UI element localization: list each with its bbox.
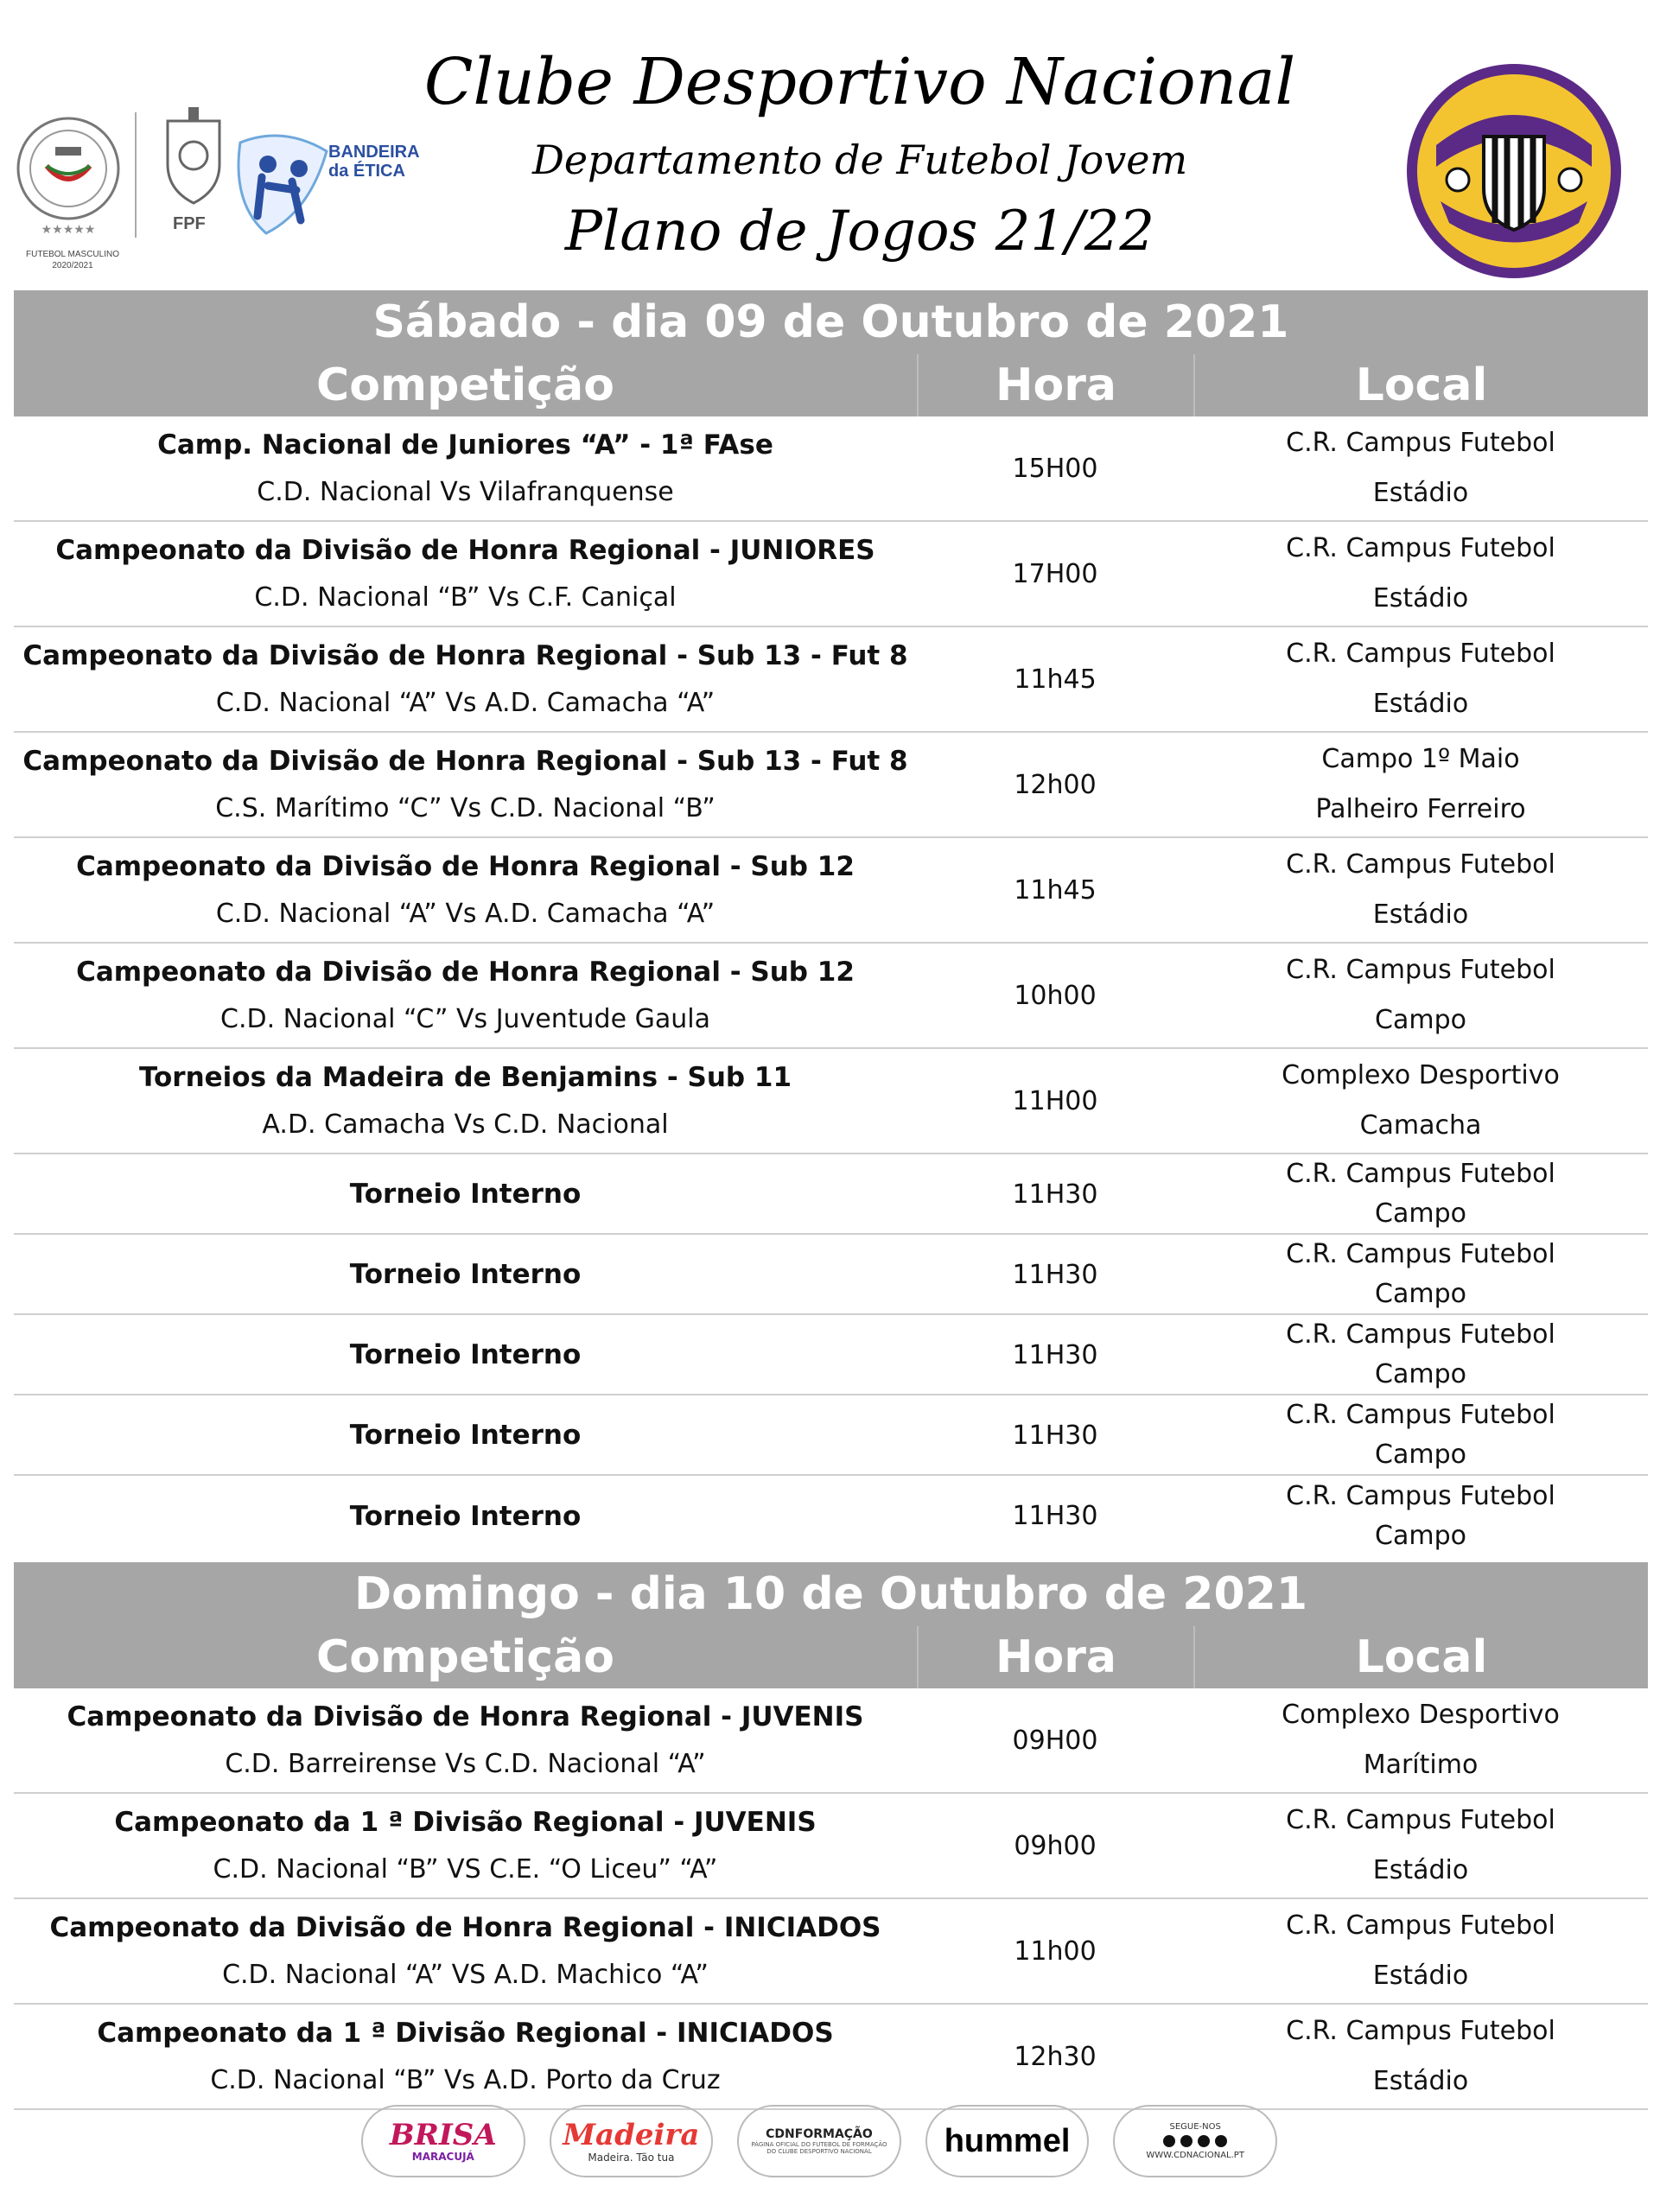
- table-row: [14, 1688, 1648, 1794]
- column-header-competicao: Competição: [316, 359, 614, 411]
- document-title-block: [398, 35, 1322, 273]
- venue-detail: Palheiro Ferreiro: [1315, 794, 1526, 824]
- sponsor-madeira-logo: Madeira Madeira. Tão tua: [550, 2105, 714, 2177]
- competition-name: Campeonato da Divisão de Honra Regional - JUNIORES: [55, 535, 875, 566]
- column-headers: [14, 354, 1648, 416]
- table-row: [14, 1476, 1648, 1556]
- social-follow-badge: SEGUE-NOS WWW.CDNACIONAL.PT: [1113, 2105, 1277, 2177]
- match-time: 11H30: [1012, 1501, 1098, 1531]
- match-time: 11H30: [1012, 1420, 1098, 1451]
- sponsor-cdn-formacao-logo: CDNFORMAÇÃO PÁGINA OFICIAL DO FUTEBOL DE FORMAÇÃO DO CLUBE DESPORTIVO NACIONAL: [737, 2105, 901, 2177]
- table-row: [14, 944, 1648, 1049]
- venue-name: Complexo Desportivo: [1282, 1700, 1560, 1730]
- table-row: [14, 733, 1648, 838]
- match-time: 11h45: [1014, 664, 1097, 695]
- competition-name: Campeonato da Divisão de Honra Regional - JUVENIS: [67, 1701, 864, 1732]
- venue-name: Complexo Desportivo: [1282, 1060, 1560, 1090]
- bandeira-etica-label: BANDEIRA da ÉTICA: [328, 143, 420, 181]
- column-header-competicao: Competição: [316, 1631, 614, 1683]
- match-time: 11h45: [1014, 874, 1097, 906]
- venue-name: C.R. Campus Futebol: [1286, 2016, 1555, 2046]
- venue-detail: Campo: [1375, 1279, 1466, 1309]
- venue-name: C.R. Campus Futebol: [1286, 1239, 1555, 1269]
- competition-name: Campeonato da 1 ª Divisão Regional - INICIADOS: [97, 2018, 834, 2049]
- match-time: 11H00: [1012, 1085, 1098, 1116]
- venue-detail: Campo: [1375, 1359, 1466, 1389]
- match-time: 09h00: [1014, 1830, 1097, 1861]
- match-teams: C.D. Barreirense Vs C.D. Nacional “A”: [225, 1749, 706, 1779]
- day-heading: Domingo - dia 10 de Outubro de 2021: [14, 1562, 1648, 1626]
- header-logos: [12, 104, 245, 285]
- table-row: [14, 1395, 1648, 1476]
- youtube-icon: [1198, 2135, 1210, 2147]
- column-header-local: Local: [1193, 1626, 1648, 1688]
- match-time: 12h30: [1014, 2041, 1097, 2072]
- match-time: 11H30: [1012, 1259, 1098, 1290]
- competition-name: Torneio Interno: [349, 1259, 582, 1290]
- venue-name: C.R. Campus Futebol: [1286, 1400, 1555, 1430]
- match-time: 15H00: [1012, 453, 1098, 484]
- sunday-schedule: [14, 1562, 1648, 2110]
- department-subtitle: Departamento de Futebol Jovem: [531, 137, 1188, 183]
- venue-detail: Estádio: [1372, 1961, 1469, 1991]
- venue-detail: Campo: [1375, 1005, 1466, 1035]
- sponsor-brisa-logo: BRISA MARACUJÁ: [361, 2105, 525, 2177]
- table-row: [14, 1235, 1648, 1315]
- venue-detail: Campo: [1375, 1520, 1466, 1551]
- saturday-schedule: [14, 290, 1648, 1556]
- competition-name: Campeonato da Divisão de Honra Regional - INICIADOS: [49, 1912, 881, 1943]
- plan-subtitle: Plano de Jogos 21/22: [564, 200, 1155, 264]
- venue-name: C.R. Campus Futebol: [1286, 1805, 1555, 1835]
- match-teams: A.D. Camacha Vs C.D. Nacional: [262, 1109, 669, 1140]
- competition-name: Torneios da Madeira de Benjamins - Sub 11: [138, 1062, 792, 1093]
- table-row: [14, 1154, 1648, 1235]
- column-headers: [14, 1626, 1648, 1688]
- competition-name: Campeonato da Divisão de Honra Regional - Sub 13 - Fut 8: [22, 746, 908, 777]
- match-teams: C.D. Nacional “A” Vs A.D. Camacha “A”: [215, 688, 716, 718]
- competition-name: Campeonato da Divisão de Honra Regional - Sub 13 - Fut 8: [22, 640, 908, 671]
- venue-detail: Estádio: [1372, 478, 1469, 508]
- facebook-icon: [1163, 2135, 1175, 2147]
- match-time: 11h00: [1014, 1936, 1097, 1967]
- svg-text:★★★★★: ★★★★★: [41, 223, 96, 237]
- venue-detail: Campo: [1375, 1440, 1466, 1470]
- venue-detail: Campo: [1375, 1198, 1466, 1229]
- venue-name: C.R. Campus Futebol: [1286, 1910, 1555, 1941]
- match-time: 11H30: [1012, 1339, 1098, 1370]
- twitter-icon: [1215, 2135, 1227, 2147]
- match-time: 09H00: [1012, 1725, 1098, 1756]
- match-teams: C.D. Nacional Vs Vilafranquense: [257, 477, 674, 507]
- column-header-local: Local: [1193, 354, 1648, 416]
- venue-detail: Estádio: [1372, 899, 1469, 930]
- match-time: 17H00: [1012, 558, 1098, 589]
- match-teams: C.D. Nacional “A” VS A.D. Machico “A”: [222, 1960, 709, 1990]
- column-header-hora: Hora: [917, 354, 1193, 416]
- match-teams: C.D. Nacional “A” Vs A.D. Camacha “A”: [215, 899, 716, 929]
- venue-detail: Estádio: [1372, 2066, 1469, 2096]
- match-teams: C.D. Nacional “C” Vs Juventude Gaula: [220, 1004, 710, 1034]
- match-time: 10h00: [1014, 980, 1097, 1011]
- venue-name: C.R. Campus Futebol: [1286, 955, 1555, 985]
- match-time: 12h00: [1014, 769, 1097, 800]
- venue-detail: Camacha: [1359, 1110, 1482, 1141]
- match-teams: C.S. Marítimo “C” Vs C.D. Nacional “B”: [215, 793, 716, 823]
- venue-detail: Estádio: [1372, 583, 1469, 613]
- column-header-hora: Hora: [917, 1626, 1193, 1688]
- competition-name: Torneio Interno: [349, 1339, 582, 1370]
- competition-name: Camp. Nacional de Juniores “A” - 1ª FAse: [157, 429, 773, 461]
- table-row: [14, 2005, 1648, 2110]
- competition-name: Torneio Interno: [349, 1500, 582, 1532]
- match-time: 11H30: [1012, 1179, 1098, 1210]
- table-row: [14, 1899, 1648, 2005]
- match-teams: C.D. Nacional “B” Vs A.D. Porto da Cruz: [210, 2065, 721, 2095]
- venue-name: C.R. Campus Futebol: [1286, 849, 1555, 880]
- competition-name: Torneio Interno: [349, 1420, 582, 1451]
- page-title: Clube Desportivo Nacional: [423, 45, 1296, 119]
- venue-name: C.R. Campus Futebol: [1286, 1319, 1555, 1350]
- match-teams: C.D. Nacional “B” Vs C.F. Caniçal: [254, 582, 677, 613]
- table-row: [14, 1315, 1648, 1395]
- competition-name: Torneio Interno: [349, 1179, 582, 1210]
- table-row: [14, 1794, 1648, 1899]
- venue-name: Campo 1º Maio: [1321, 744, 1520, 774]
- fpf-label: FPF: [173, 214, 206, 233]
- certification-caption: FUTEBOL MASCULINO 2020/2021: [26, 250, 119, 270]
- certification-badge-icon: [12, 112, 124, 242]
- match-teams: C.D. Nacional “B” VS C.E. “O Liceu” “A”: [213, 1854, 718, 1885]
- competition-name: Campeonato da Divisão de Honra Regional - Sub 12: [76, 957, 855, 988]
- sponsor-strip: [361, 2105, 1277, 2177]
- competition-name: Campeonato da 1 ª Divisão Regional - JUVENIS: [114, 1807, 817, 1838]
- table-row: [14, 522, 1648, 627]
- venue-name: C.R. Campus Futebol: [1286, 1159, 1555, 1189]
- club-crest-icon: [1402, 59, 1626, 283]
- header-divider: [135, 112, 137, 238]
- table-row: [14, 416, 1648, 522]
- social-icons: [1163, 2135, 1227, 2147]
- venue-name: C.R. Campus Futebol: [1286, 533, 1555, 563]
- sponsor-hummel-logo: hummel: [925, 2105, 1090, 2177]
- instagram-icon: [1180, 2135, 1193, 2147]
- venue-detail: Estádio: [1372, 689, 1469, 719]
- venue-name: C.R. Campus Futebol: [1286, 428, 1555, 458]
- table-row: [14, 1049, 1648, 1154]
- competition-name: Campeonato da Divisão de Honra Regional - Sub 12: [76, 851, 855, 882]
- table-row: [14, 627, 1648, 733]
- venue-name: C.R. Campus Futebol: [1286, 639, 1555, 669]
- table-row: [14, 838, 1648, 944]
- venue-detail: Marítimo: [1363, 1750, 1479, 1780]
- venue-name: C.R. Campus Futebol: [1286, 1480, 1555, 1511]
- day-heading: Sábado - dia 09 de Outubro de 2021: [14, 290, 1648, 354]
- venue-detail: Estádio: [1372, 1855, 1469, 1885]
